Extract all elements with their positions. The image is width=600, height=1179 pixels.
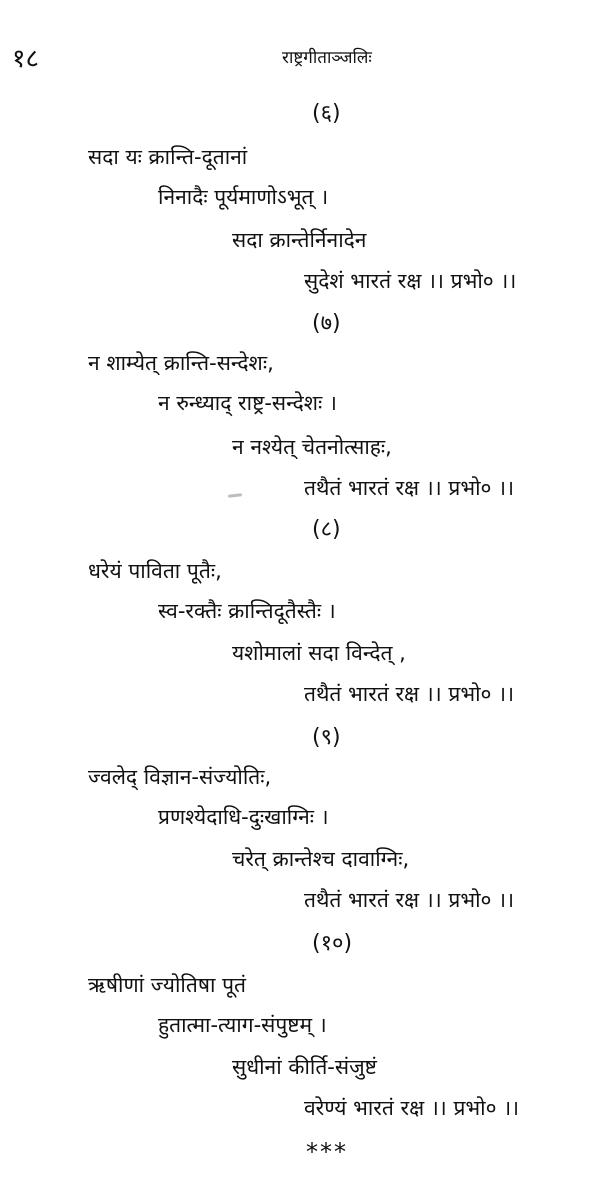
verse-line: सदा यः क्रान्ति-दूतानां [88,145,248,169]
verse-refrain: वरेण्यं भारतं रक्ष ।। प्रभो० ।। [304,1096,520,1120]
verse-refrain: तथैतं भारतं रक्ष ।। प्रभो० ।। [304,888,515,912]
verse-line: न नश्येत् चेतनोत्साहः, [232,435,392,459]
verse-line: सदा क्रान्तेर्निनादेन [232,228,367,252]
verse-line: सुधीनां कीर्ति-संजुष्टं [232,1055,377,1079]
verse-line: स्व-रक्तैः क्रान्तिदूतैस्तैः । [158,599,336,623]
verse-refrain: तथैतं भारतं रक्ष ।। प्रभो० ।। [304,476,515,500]
ink-speck [228,493,242,497]
verse-line: न रुन्ध्याद् राष्ट्र-सन्देशः । [158,391,337,415]
verse-line: न शाम्येत् क्रान्ति-सन्देशः, [88,351,274,375]
verse-number: (६) [312,101,341,126]
verse-refrain: तथैतं भारतं रक्ष ।। प्रभो० ।। [304,682,515,706]
verse-line: प्रणश्येदाधि-दुःखाग्निः । [158,805,329,829]
verse-line: चरेत् क्रान्तेश्च दावाग्निः, [232,847,410,871]
page-number: १८ [12,44,40,74]
verse-refrain: सुदेशं भारतं रक्ष ।। प्रभो० ।। [304,269,517,293]
verse-line: ऋषीणां ज्योतिषा पूतं [88,973,246,997]
end-mark: *** [306,1138,348,1166]
verse-number: (१०) [312,931,353,956]
running-title: राष्ट्रगीताञ्जलिः [282,48,372,68]
verse-line: यशोमालां सदा विन्देत् , [232,641,406,665]
verse-number: (९) [312,725,341,750]
verse-number: (७) [312,311,341,336]
verse-line: ज्वलेद् विज्ञान-संज्योतिः, [88,765,272,789]
verse-number: (८) [312,517,341,542]
verse-line: हुतात्मा-त्याग-संपुष्टम् । [158,1013,327,1037]
verse-line: निनादैः पूर्यमाणोऽभूत् । [158,185,329,209]
verse-line: धरेयं पाविता पूतैः, [88,559,222,583]
